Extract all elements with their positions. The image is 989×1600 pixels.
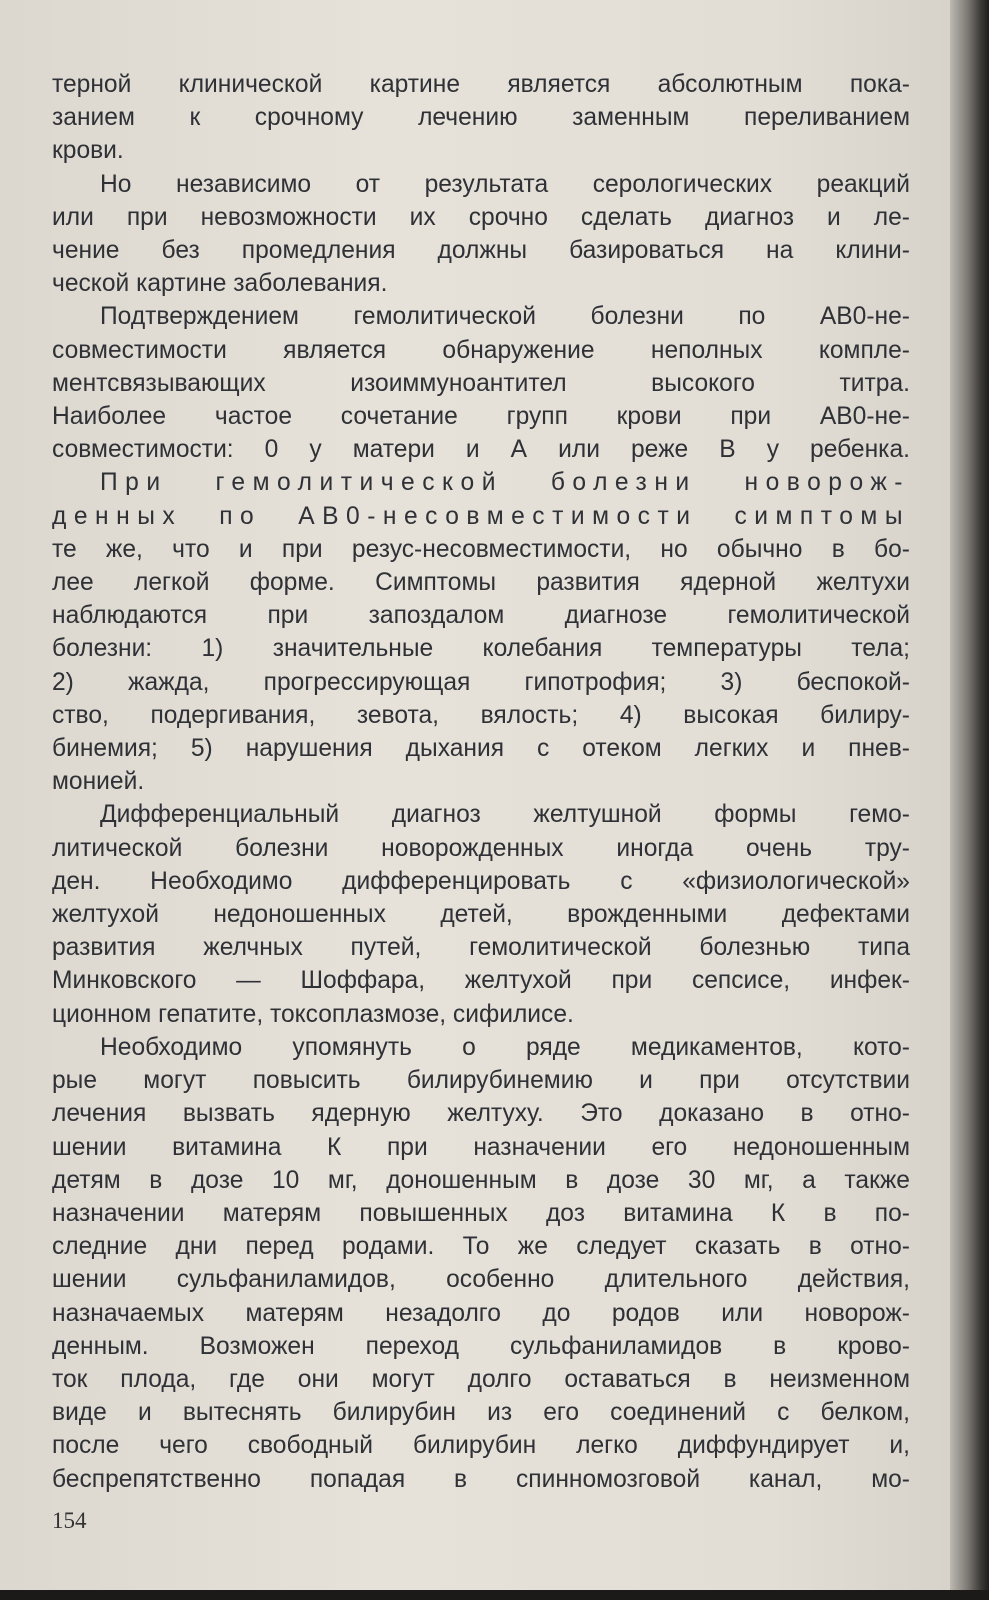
text-line: денным. Возможен переход сульфаниламидов в крово- [52,1332,910,1360]
text-line: шении сульфаниламидов, особенно длительного действия, [52,1266,910,1294]
text-line: после чего свободный билирубин легко диффундирует и, [52,1432,910,1460]
body-text [52,68,910,1496]
text-line: крови. [52,137,124,165]
text-line: лечения вызвать ядерную желтуху. Это доказано в отно- [52,1100,910,1128]
text-line: рые могут повысить билирубинемию и при отсутствии [52,1067,910,1095]
text-line: назначении матерям повышенных доз витамина К в по- [52,1199,910,1227]
text-line: Подтверждением гемолитической болезни по АВ0-не- [100,303,910,331]
text-line: шении витамина К при назначении его недоношенным [52,1133,910,1161]
text-line: те же, что и при резус-несовместимости, но обычно в бо- [52,535,910,563]
text-line: денных по АВ0-несовместимости симптомы [52,502,910,530]
text-line: Минковского — Шоффара, желтухой при сепсисе, инфек- [52,967,910,995]
text-line: следние дни перед родами. То же следует сказать в отно- [52,1233,910,1261]
text-line: литической болезни новорожденных иногда очень тру- [52,834,910,862]
text-line: Дифференциальный диагноз желтушной формы гемо- [100,801,910,829]
text-line: чение без промедления должны базироваться на клини- [52,237,910,265]
text-line: беспрепятственно попадая в спинномозговой канал, мо- [52,1465,910,1493]
text-line: болезни: 1) значительные колебания температуры тела; [52,635,910,663]
text-line: занием к срочному лечению заменным переливанием [52,104,910,132]
text-line: При гемолитической болезни новорож- [100,469,910,497]
text-line: терной клинической картине является абсолютным пока- [52,71,910,98]
text-line: назначаемых матерям незадолго до родов или новорож- [52,1299,910,1327]
text-line: ческой картине заболевания. [52,270,388,298]
text-line: ментсвязывающих изоиммуноантител высокого титра. [52,369,910,397]
text-line: 2) жажда, прогрессирующая гипотрофия; 3) беспокой- [52,668,910,696]
book-gutter-shadow [950,0,989,1600]
text-line: или при невозможности их срочно сделать диагноз и ле- [52,203,910,231]
text-line: желтухой недоношенных детей, врожденными дефектами [52,901,910,929]
text-line: детям в дозе 10 мг, доношенным в дозе 30 мг, а также [52,1166,910,1194]
text-line: бинемия; 5) нарушения дыхания с отеком легких и пнев- [52,735,910,763]
page-number: 154 [52,1508,87,1533]
text-line: ство, подергивания, зевота, вялость; 4) высокая билиру- [52,701,910,729]
text-line: Но независимо от результата серологических реакций [100,170,910,198]
text-line: наблюдаются при запоздалом диагнозе гемолитической [52,602,910,630]
text-line: совместимости: 0 у матери и А или реже В у ребенка. [52,436,910,464]
text-line: ционном гепатите, токсоплазмозе, сифилисе. [52,1000,574,1028]
text-line: монией. [52,768,145,796]
text-line: совместимости является обнаружение неполных компле- [52,336,910,364]
text-line: Необходимо упомянуть о ряде медикаментов, кото- [100,1033,910,1061]
text-line: ден. Необходимо дифференцировать с «физиологической» [52,867,910,895]
text-line: виде и вытеснять билирубин из его соединений с белком, [52,1399,910,1427]
text-line: ток плода, где они могут долго оставаться в неизменном [52,1365,910,1393]
text-line: развития желчных путей, гемолитической болезнью типа [52,934,910,962]
page-bottom-edge [0,1590,989,1600]
text-line: лее легкой форме. Симптомы развития ядерной желтухи [52,569,910,597]
text-line: Наиболее частое сочетание групп крови при АВ0-не- [52,403,910,431]
